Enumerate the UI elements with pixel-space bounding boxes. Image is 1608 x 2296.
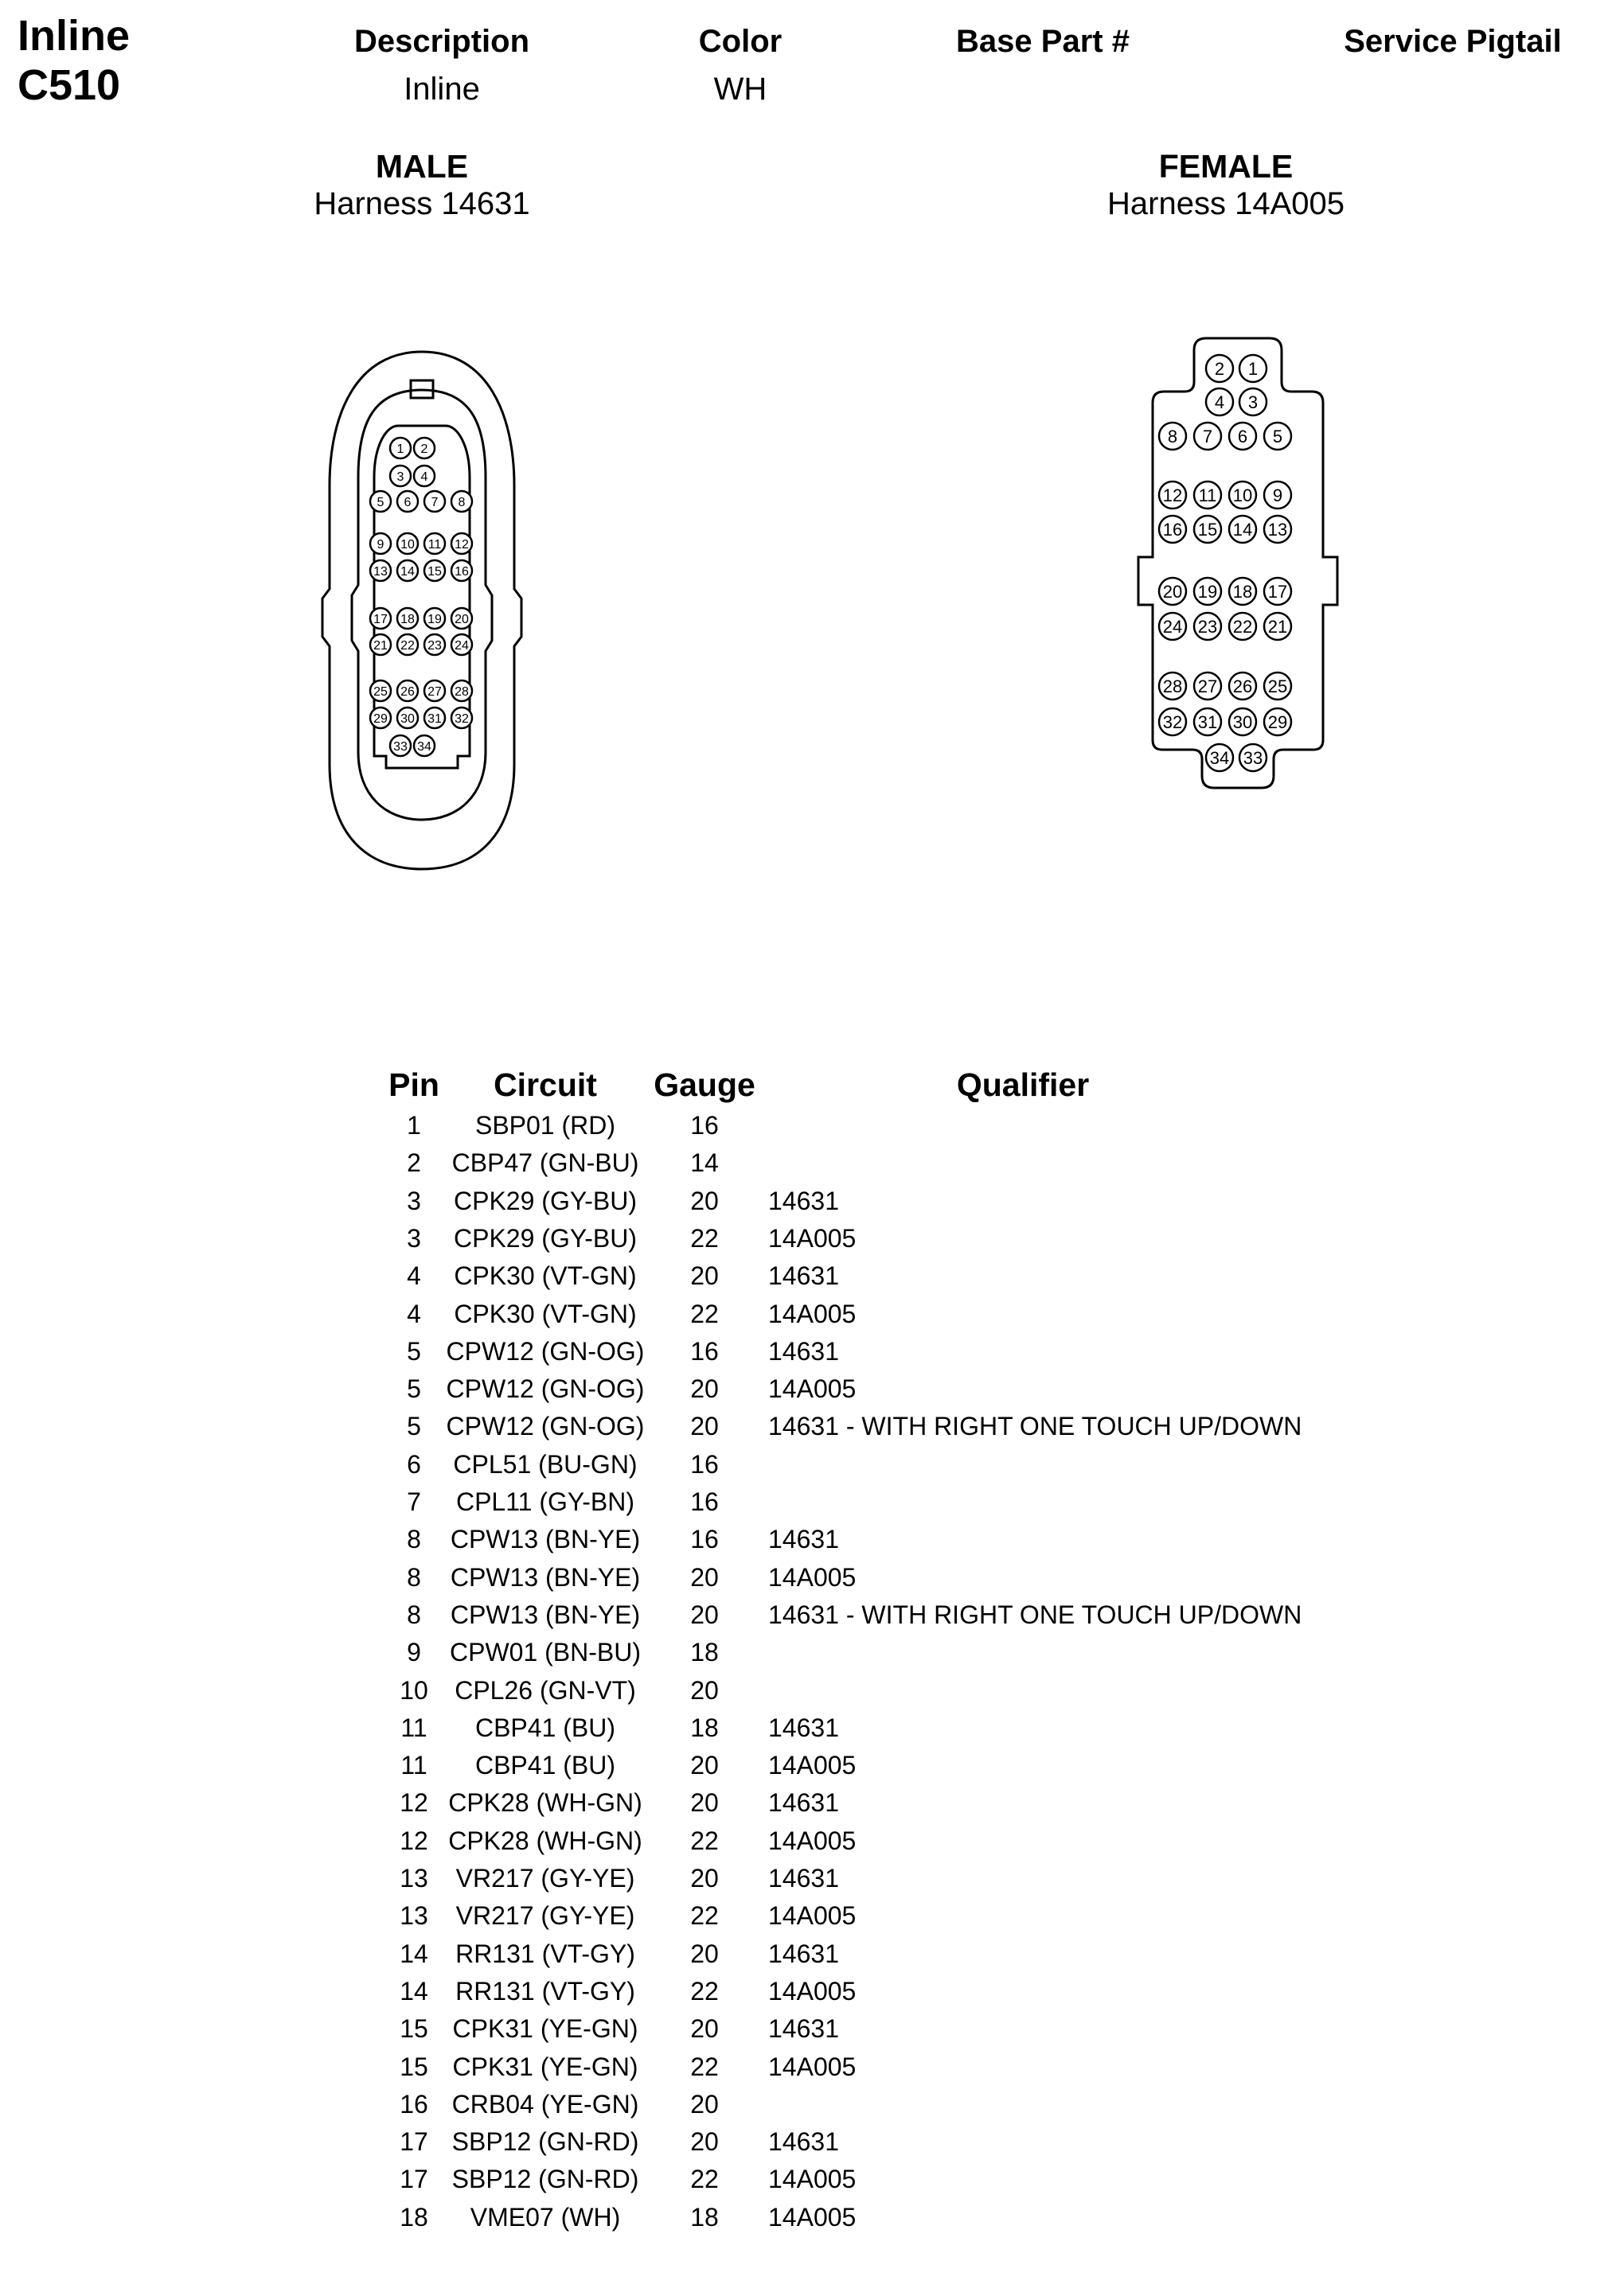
male-pin [451, 634, 472, 655]
pin-cell: 5 [407, 1336, 421, 1366]
female-pin [1239, 355, 1266, 382]
male-pin [451, 680, 472, 701]
gauge-cell: 16 [690, 1449, 719, 1479]
circuit-cell: SBP12 (GN-RD) [451, 2127, 639, 2157]
pin-cell: 17 [400, 2127, 428, 2157]
gauge-cell: 20 [690, 1562, 719, 1592]
pin-number: 27 [1197, 676, 1218, 696]
circuit-cell: SBP12 (GN-RD) [451, 2165, 639, 2194]
pin-number: 33 [1243, 747, 1263, 768]
table-row [0, 1558, 1608, 1596]
pin-number: 12 [455, 537, 469, 552]
circuit-cell: CPW12 (GN-OG) [446, 1336, 645, 1366]
gauge-cell: 20 [690, 1600, 719, 1629]
pin-number: 16 [455, 564, 469, 579]
pin-cell: 11 [400, 1713, 427, 1742]
pin-number: 34 [1209, 747, 1230, 768]
male-pin [390, 466, 411, 486]
circuit-cell: CPW13 (BN-YE) [450, 1562, 641, 1592]
description-value: Inline [404, 72, 480, 107]
male-pin [451, 608, 472, 629]
pin-number: 25 [1267, 676, 1288, 696]
pin-number: 27 [427, 684, 442, 699]
pin-number: 18 [1232, 581, 1253, 602]
male-pin [370, 608, 391, 629]
female-pin [1159, 481, 1186, 509]
gauge-cell: 14 [690, 1148, 719, 1178]
table-row [0, 1783, 1608, 1822]
pin-number: 32 [455, 711, 469, 726]
circuit-cell: CBP41 (BU) [474, 1751, 616, 1780]
gauge-cell: 20 [690, 2089, 719, 2119]
title-line-2: C510 [18, 61, 121, 109]
table-row [0, 1709, 1608, 1747]
pin-number: 4 [420, 470, 428, 484]
pin-number: 6 [1237, 426, 1248, 446]
female-pin [1194, 708, 1221, 735]
pin-number: 15 [427, 564, 442, 579]
pin-cell: 15 [400, 2014, 428, 2044]
gauge-cell: 16 [690, 1111, 719, 1140]
qualifier-cell: 14631 [768, 1525, 839, 1554]
pin-number: 7 [1202, 426, 1213, 446]
female-pin [1264, 613, 1291, 640]
circuit-header: Circuit [494, 1066, 597, 1103]
table-row [0, 1822, 1608, 1860]
pin-number: 33 [393, 739, 408, 754]
gauge-cell: 22 [690, 1299, 719, 1328]
table-row [0, 2198, 1608, 2236]
male-pin [397, 634, 418, 655]
gauge-cell: 20 [690, 2127, 719, 2157]
gauge-cell: 22 [690, 2165, 719, 2194]
female-pin [1264, 578, 1291, 605]
qualifier-cell: 14631 - WITH RIGHT ONE TOUCH UP/DOWN [768, 1600, 1302, 1629]
male-pin [424, 608, 445, 629]
qualifier-cell: 14A005 [768, 2165, 857, 2194]
male-pin [390, 438, 411, 458]
circuit-cell: RR131 (VT-GY) [455, 1976, 635, 2006]
gauge-cell: 20 [690, 1412, 719, 1441]
circuit-cell: CPK28 (WH-GN) [448, 1788, 642, 1818]
pin-number: 31 [427, 711, 442, 726]
male-pin [370, 708, 391, 728]
pin-cell: 14 [400, 1939, 428, 1968]
circuit-cell: VR217 (GY-YE) [455, 1864, 635, 1893]
table-row [0, 1106, 1608, 1144]
female-pin [1264, 672, 1291, 700]
circuit-cell: RR131 (VT-GY) [455, 1939, 635, 1968]
title-line-1: Inline [18, 12, 131, 60]
female-pin [1159, 516, 1186, 543]
female-pin [1264, 516, 1291, 543]
pin-number: 19 [1197, 581, 1218, 602]
circuit-cell: CBP41 (BU) [474, 1713, 616, 1742]
circuit-cell: CPW13 (BN-YE) [450, 1525, 641, 1554]
pin-number: 32 [1162, 711, 1183, 732]
gauge-cell: 20 [690, 1751, 719, 1780]
pin-number: 11 [1198, 485, 1217, 505]
pin-cell: 6 [407, 1449, 421, 1479]
pin-cell: 5 [407, 1374, 421, 1404]
male-pin [451, 560, 472, 581]
female-pin [1206, 744, 1233, 771]
gauge-cell: 20 [690, 2014, 719, 2044]
pin-number: 8 [458, 495, 466, 509]
gauge-cell: 20 [690, 1939, 719, 1968]
female-title: FEMALE [1158, 148, 1294, 185]
table-row [0, 2160, 1608, 2198]
table-row [0, 1633, 1608, 1671]
pin-number: 24 [1162, 616, 1183, 637]
female-pin [1194, 516, 1221, 543]
male-pin [370, 491, 391, 512]
gauge-cell: 20 [690, 1864, 719, 1893]
qualifier-cell: 14631 [768, 1713, 839, 1742]
connector-title [18, 11, 130, 110]
pin-number: 5 [377, 495, 384, 509]
pin-cell: 8 [407, 1562, 421, 1592]
pin-cell: 18 [400, 2202, 428, 2232]
gauge-cell: 22 [690, 1901, 719, 1931]
pin-cell: 10 [400, 1675, 428, 1705]
female-pin [1194, 672, 1221, 700]
circuit-cell: CPK28 (WH-GN) [448, 1826, 642, 1855]
pin-number: 23 [1197, 616, 1218, 637]
table-row [0, 1896, 1608, 1935]
pin-number: 14 [1232, 519, 1253, 540]
pin-cell: 3 [407, 1186, 421, 1215]
female-pin [1239, 388, 1266, 415]
pin-cell: 15 [400, 2052, 428, 2081]
qualifier-cell: 14631 [768, 2014, 839, 2044]
female-pin [1159, 423, 1186, 450]
circuit-cell: SBP01 (RD) [474, 1111, 616, 1140]
circuit-cell: CPW12 (GN-OG) [446, 1374, 645, 1404]
male-pin [451, 491, 472, 512]
pin-number: 29 [373, 711, 388, 726]
table-row [0, 2123, 1608, 2161]
circuit-cell: CPL11 (GY-BN) [455, 1487, 635, 1516]
female-pin [1264, 481, 1291, 509]
pin-cell: 14 [400, 1976, 428, 2006]
pin-number: 8 [1167, 426, 1178, 446]
table-row [0, 1445, 1608, 1483]
pin-number: 26 [400, 684, 415, 699]
qualifier-cell: 14631 - WITH RIGHT ONE TOUCH UP/DOWN [768, 1412, 1302, 1441]
gauge-cell: 20 [690, 1186, 719, 1215]
qualifier-cell: 14A005 [768, 1562, 857, 1592]
circuit-cell: CPK30 (VT-GN) [454, 1261, 637, 1291]
table-row [0, 1935, 1608, 1973]
pin-number: 13 [373, 564, 388, 579]
table-row [0, 1746, 1608, 1784]
table-row [0, 1295, 1608, 1333]
pin-number: 6 [404, 495, 412, 509]
female-pin [1264, 708, 1291, 735]
gauge-cell: 18 [690, 2202, 719, 2232]
circuit-cell: CPK29 (GY-BU) [454, 1223, 637, 1253]
male-pin [370, 533, 391, 554]
pin-number: 7 [431, 495, 439, 509]
pin-number: 11 [427, 537, 442, 552]
pin-number: 17 [373, 612, 388, 626]
female-pin [1264, 423, 1291, 450]
gauge-cell: 20 [690, 1675, 719, 1705]
gauge-cell: 20 [690, 1374, 719, 1404]
table-row [0, 1671, 1608, 1709]
pin-number: 18 [400, 612, 415, 626]
qualifier-cell: 14A005 [768, 2202, 857, 2232]
pin-number: 20 [455, 612, 469, 626]
pin-number: 3 [396, 470, 404, 484]
description-header: Description [353, 24, 530, 59]
male-pin [370, 560, 391, 581]
table-row [0, 1182, 1608, 1220]
table-row [0, 1483, 1608, 1521]
female-pin [1229, 672, 1256, 700]
pin-cell: 8 [407, 1600, 421, 1629]
gauge-header: Gauge [654, 1066, 755, 1103]
qualifier-cell: 14A005 [768, 1299, 857, 1328]
qualifier-cell: 14A005 [768, 1901, 857, 1931]
pin-number: 23 [427, 638, 442, 653]
pin-number: 10 [400, 537, 415, 552]
gauge-cell: 18 [690, 1638, 719, 1667]
pin-number: 16 [1162, 519, 1183, 540]
circuit-cell: CPW13 (BN-YE) [450, 1600, 641, 1629]
female-pin [1229, 708, 1256, 735]
male-pin [424, 708, 445, 728]
male-connector-diagram [302, 334, 541, 875]
pin-number: 12 [1162, 485, 1183, 505]
pin-number: 14 [400, 564, 415, 579]
pin-cell: 4 [407, 1261, 421, 1291]
circuit-cell: CPK31 (YE-GN) [452, 2052, 638, 2081]
table-row [0, 1144, 1608, 1182]
qualifier-cell: 14631 [768, 1261, 839, 1291]
male-pin [397, 608, 418, 629]
female-pin [1229, 423, 1256, 450]
pin-cell: 7 [407, 1487, 421, 1516]
pin-number: 20 [1162, 581, 1183, 602]
pin-number: 30 [1232, 711, 1253, 732]
circuit-cell: CPL26 (GN-VT) [455, 1675, 636, 1705]
pin-number: 19 [427, 612, 442, 626]
table-row [0, 1332, 1608, 1370]
male-pin [390, 735, 411, 756]
pin-number: 28 [1162, 676, 1183, 696]
male-pin [397, 560, 418, 581]
female-harness: Harness 14A005 [1107, 186, 1345, 221]
male-pin [370, 634, 391, 655]
qualifier-cell: 14631 [768, 1788, 839, 1818]
pin-cell: 12 [400, 1788, 428, 1818]
pin-cell: 11 [400, 1751, 427, 1780]
gauge-cell: 16 [690, 1487, 719, 1516]
pin-number: 15 [1197, 519, 1218, 540]
pin-number: 13 [1267, 519, 1288, 540]
pin-number: 25 [373, 684, 388, 699]
pin-number: 24 [455, 638, 469, 653]
pin-cell: 4 [407, 1299, 421, 1328]
qualifier-cell: 14631 [768, 1336, 839, 1366]
pin-number: 9 [377, 537, 384, 552]
table-row [0, 1859, 1608, 1897]
circuit-cell: CRB04 (YE-GN) [451, 2089, 639, 2119]
pin-number: 29 [1267, 711, 1288, 732]
pin-cell: 17 [400, 2165, 428, 2194]
circuit-cell: VR217 (GY-YE) [455, 1901, 635, 1931]
male-pin [424, 533, 445, 554]
female-pin [1229, 578, 1256, 605]
circuit-cell: CPL51 (BU-GN) [453, 1449, 638, 1479]
table-row [0, 1972, 1608, 2010]
gauge-cell: 22 [690, 1826, 719, 1855]
circuit-cell: CPW12 (GN-OG) [446, 1412, 645, 1441]
pin-number: 2 [1214, 358, 1225, 379]
pin-cell: 13 [400, 1864, 428, 1893]
circuit-cell: CPK29 (GY-BU) [454, 1186, 637, 1215]
pin-cell: 2 [407, 1148, 421, 1178]
female-connector-diagram [1130, 326, 1345, 804]
female-pin [1159, 708, 1186, 735]
color-value: WH [713, 72, 767, 107]
male-pin [451, 533, 472, 554]
male-harness: Harness 14631 [314, 186, 530, 221]
pin-number: 1 [396, 442, 404, 456]
pin-cell: 16 [400, 2089, 428, 2119]
female-pin [1159, 672, 1186, 700]
qualifier-cell: 14A005 [768, 1374, 857, 1404]
pin-number: 4 [1214, 392, 1225, 412]
pin-number: 22 [400, 638, 415, 653]
male-pin [370, 680, 391, 701]
gauge-cell: 22 [690, 1223, 719, 1253]
qualifier-cell: 14631 [768, 1186, 839, 1215]
pin-number: 34 [417, 739, 431, 754]
female-pin [1194, 578, 1221, 605]
pin-number: 5 [1272, 426, 1283, 446]
qualifier-cell: 14A005 [768, 2052, 857, 2081]
table-row [0, 1407, 1608, 1445]
gauge-cell: 18 [690, 1713, 719, 1742]
female-pin [1229, 613, 1256, 640]
qualifier-cell: 14A005 [768, 1751, 857, 1780]
pin-number: 21 [1267, 616, 1288, 637]
pin-cell: 3 [407, 1223, 421, 1253]
table-row [0, 2085, 1608, 2123]
gauge-cell: 20 [690, 1788, 719, 1818]
female-pin [1229, 481, 1256, 509]
gauge-cell: 16 [690, 1336, 719, 1366]
qualifier-cell: 14631 [768, 2127, 839, 2157]
male-pin [424, 491, 445, 512]
pin-number: 22 [1232, 616, 1253, 637]
pin-cell: 5 [407, 1412, 421, 1441]
male-pin [424, 680, 445, 701]
pin-number: 3 [1247, 392, 1259, 412]
pin-number: 10 [1232, 485, 1253, 505]
female-pin [1194, 423, 1221, 450]
female-pin [1206, 355, 1233, 382]
table-row [0, 1219, 1608, 1257]
female-pin [1206, 388, 1233, 415]
female-pin [1194, 613, 1221, 640]
table-row [0, 1520, 1608, 1558]
gauge-cell: 16 [690, 1525, 719, 1554]
gauge-cell: 22 [690, 2052, 719, 2081]
qualifier-header: Qualifier [956, 1066, 1090, 1103]
qualifier-cell: 14A005 [768, 1976, 857, 2006]
table-row [0, 1596, 1608, 1634]
female-pin [1159, 613, 1186, 640]
male-pin [424, 634, 445, 655]
table-row [0, 2009, 1608, 2048]
table-row [0, 1257, 1608, 1295]
female-pin [1194, 481, 1221, 509]
table-row [0, 1370, 1608, 1408]
male-pin [414, 466, 435, 486]
male-pin [397, 708, 418, 728]
male-pin [451, 708, 472, 728]
pin-number: 26 [1232, 676, 1253, 696]
circuit-cell: VME07 (WH) [470, 2202, 621, 2232]
circuit-cell: CBP47 (GN-BU) [451, 1148, 639, 1178]
male-pin [397, 491, 418, 512]
male-title: MALE [375, 148, 469, 185]
pin-cell: 13 [400, 1901, 428, 1931]
female-pin [1229, 516, 1256, 543]
circuit-cell: CPW01 (BN-BU) [449, 1638, 641, 1667]
pin-cell: 1 [407, 1111, 421, 1140]
male-pin [414, 438, 435, 458]
pin-number: 2 [420, 442, 428, 456]
pin-number: 1 [1247, 358, 1259, 379]
color-header: Color [698, 24, 783, 59]
table-row [0, 2048, 1608, 2086]
qualifier-cell: 14A005 [768, 1223, 857, 1253]
pin-number: 31 [1197, 711, 1218, 732]
pin-number: 9 [1272, 485, 1283, 505]
gauge-cell: 20 [690, 1261, 719, 1291]
male-pin [397, 680, 418, 701]
circuit-cell: CPK31 (YE-GN) [452, 2014, 638, 2044]
male-pin [414, 735, 435, 756]
pin-number: 30 [400, 711, 415, 726]
gauge-cell: 22 [690, 1976, 719, 2006]
female-pin [1159, 578, 1186, 605]
pin-number: 28 [455, 684, 469, 699]
pin-header: Pin [388, 1066, 439, 1103]
pin-cell: 8 [407, 1525, 421, 1554]
base-part-header: Base Part # [956, 24, 1130, 59]
service-pigtail-header: Service Pigtail [1344, 24, 1562, 59]
qualifier-cell: 14A005 [768, 1826, 857, 1855]
qualifier-cell: 14631 [768, 1864, 839, 1893]
male-pin [424, 560, 445, 581]
pin-number: 21 [373, 638, 388, 653]
qualifier-cell: 14631 [768, 1939, 839, 1968]
pin-cell: 9 [407, 1638, 421, 1667]
circuit-cell: CPK30 (VT-GN) [454, 1299, 637, 1328]
male-pin [397, 533, 418, 554]
pin-cell: 12 [400, 1826, 428, 1855]
female-pin [1239, 744, 1266, 771]
pin-number: 17 [1267, 581, 1288, 602]
